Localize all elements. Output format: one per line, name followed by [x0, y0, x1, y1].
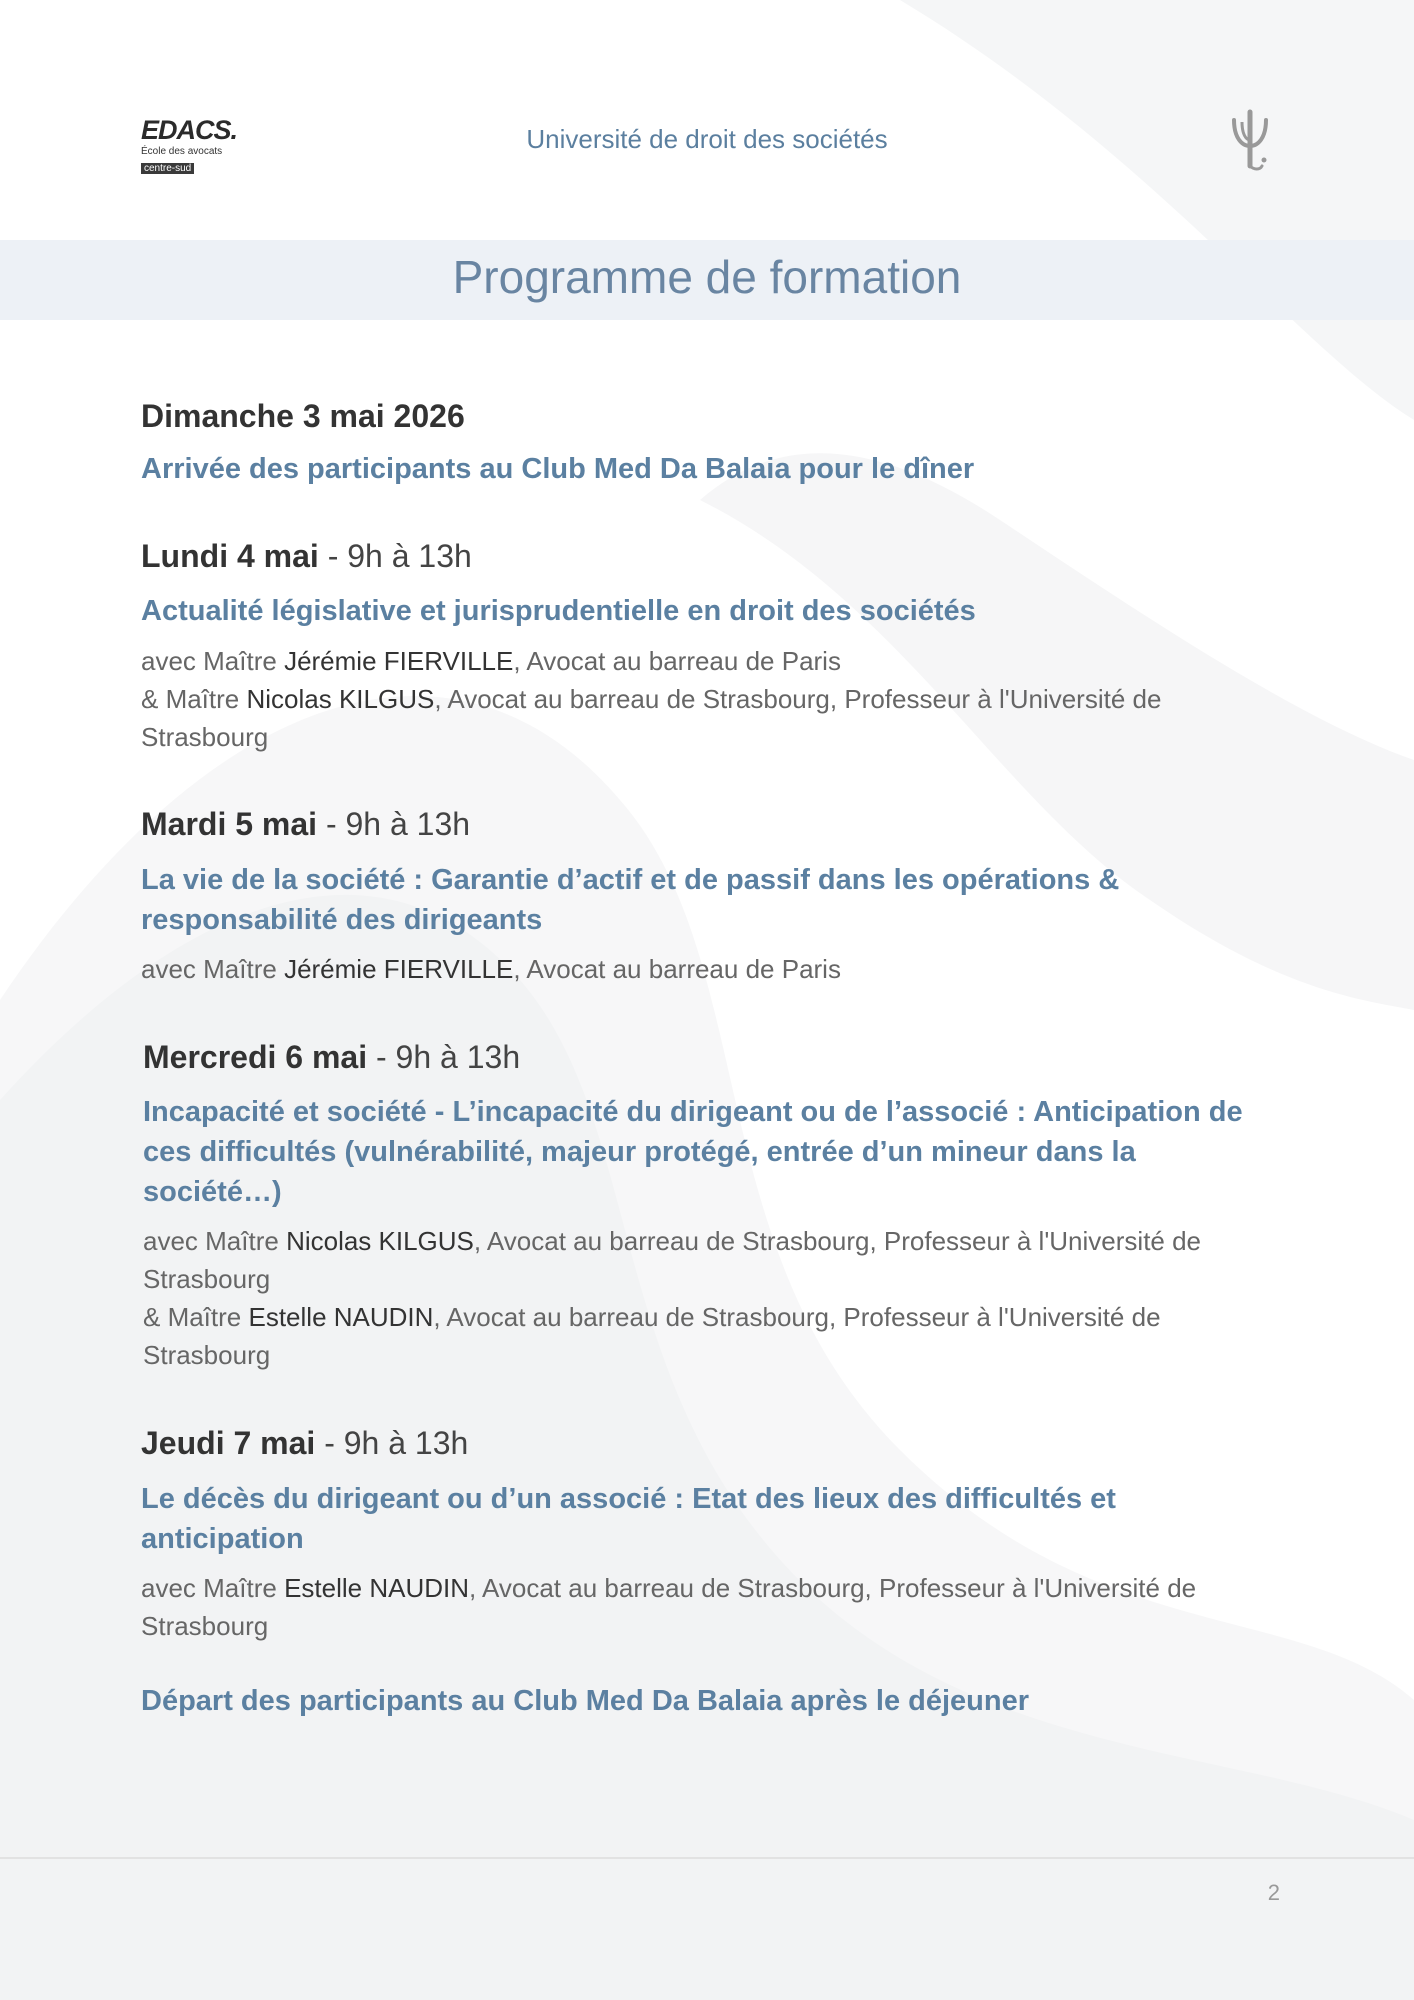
- day-heading: [141, 804, 470, 844]
- page-title: Programme de formation: [452, 251, 962, 303]
- time-range: - 9h à 13h: [317, 806, 471, 842]
- speaker-name: Estelle NAUDIN: [248, 1302, 434, 1332]
- speaker-role-cont: Strasbourg: [141, 722, 269, 752]
- day-label: Dimanche 3 mai 2026: [141, 398, 465, 434]
- speaker-line: [141, 950, 1251, 988]
- time-range: - 9h à 13h: [315, 1425, 469, 1461]
- session-title: [141, 1479, 1251, 1559]
- speaker-line: [143, 1298, 1253, 1336]
- speaker-role-cont: Strasbourg: [141, 1611, 269, 1641]
- day-label: Mercredi 6 mai: [143, 1039, 368, 1075]
- logo-subtitle: École des avocats: [141, 146, 223, 157]
- speaker-role-cont: Strasbourg: [143, 1264, 271, 1294]
- session-title: [143, 1092, 1253, 1212]
- speaker-role: , Avocat au barreau de Strasbourg, Professeur à l'Université de: [469, 1573, 1197, 1603]
- speaker-prefix: avec Maître: [143, 1226, 287, 1256]
- day-label: Lundi 4 mai: [141, 538, 319, 574]
- page-number: 2: [1267, 1880, 1280, 1905]
- speaker-list: [141, 642, 1251, 756]
- day-label: Jeudi 7 mai: [141, 1425, 316, 1461]
- footer-divider: [0, 1857, 1414, 1859]
- speaker-role: , Avocat au barreau de Strasbourg, Professeur à l'Université de: [434, 684, 1162, 714]
- speaker-prefix: avec Maître: [141, 646, 285, 676]
- speaker-prefix: avec Maître: [141, 954, 285, 984]
- speaker-prefix: avec Maître: [141, 1573, 285, 1603]
- time-range: - 9h à 13h: [367, 1039, 521, 1075]
- speaker-name: Jérémie FIERVILLE: [284, 954, 514, 984]
- speaker-role: , Avocat au barreau de Strasbourg, Professeur à l'Université de: [473, 1226, 1202, 1256]
- day-heading: [141, 536, 472, 576]
- speaker-line: [141, 1569, 1251, 1607]
- speaker-role-cont: Strasbourg: [143, 1340, 271, 1370]
- departure-note: [141, 1681, 1251, 1721]
- speaker-name: Estelle NAUDIN: [284, 1573, 469, 1603]
- trident-icon: [1224, 108, 1276, 178]
- speaker-line: [141, 680, 1251, 718]
- session-line: Départ des participants au Club Med Da Balaia après le déjeuner: [141, 1685, 1029, 1717]
- edacs-logo: [141, 117, 253, 175]
- speaker-line: [143, 1222, 1253, 1260]
- session-line: société…): [143, 1176, 282, 1208]
- session-line: La vie de la société : Garantie d’actif et de passif dans les opérations &: [141, 864, 1120, 896]
- speaker-line: [141, 642, 1251, 680]
- day-label: Mardi 5 mai: [141, 806, 318, 842]
- session-line: responsabilité des dirigeants: [141, 904, 543, 936]
- speaker-list: [143, 1222, 1253, 1374]
- speaker-prefix: & Maître: [143, 1302, 249, 1332]
- session-line: Arrivée des participants au Club Med Da Balaia pour le dîner: [141, 453, 975, 485]
- speaker-role: , Avocat au barreau de Paris: [513, 954, 841, 984]
- logo-word: EDACS.: [141, 115, 238, 145]
- day-heading: [141, 1423, 468, 1463]
- speaker-name: Nicolas KILGUS: [246, 684, 435, 714]
- day-heading: [143, 1037, 520, 1077]
- speaker-prefix: & Maître: [141, 684, 247, 714]
- speaker-role: , Avocat au barreau de Paris: [513, 646, 841, 676]
- speaker-name: Nicolas KILGUS: [286, 1226, 474, 1256]
- session-title: [141, 591, 1251, 631]
- logo-band: centre-sud: [141, 163, 194, 174]
- session-title: [141, 449, 1251, 489]
- speaker-list: [141, 950, 1251, 988]
- session-line: Actualité législative et jurisprudentielle en droit des sociétés: [141, 595, 976, 627]
- speaker-list: [141, 1569, 1251, 1645]
- university-title: Université de droit des sociétés: [526, 124, 888, 154]
- session-title: [141, 860, 1251, 940]
- session-line: Incapacité et société - L’incapacité du dirigeant ou de l’associé : Anticipation de: [143, 1096, 1243, 1128]
- time-range: - 9h à 13h: [318, 538, 472, 574]
- session-line: anticipation: [141, 1523, 304, 1555]
- session-line: Le décès du dirigeant ou d’un associé : Etat des lieux des difficultés et: [141, 1483, 1116, 1515]
- speaker-role: , Avocat au barreau de Strasbourg, Professeur à l'Université de: [433, 1302, 1161, 1332]
- session-line: ces difficultés (vulnérabilité, majeur protégé, entrée d’un mineur dans la: [143, 1136, 1136, 1168]
- speaker-name: Jérémie FIERVILLE: [284, 646, 514, 676]
- day-heading: [141, 396, 465, 436]
